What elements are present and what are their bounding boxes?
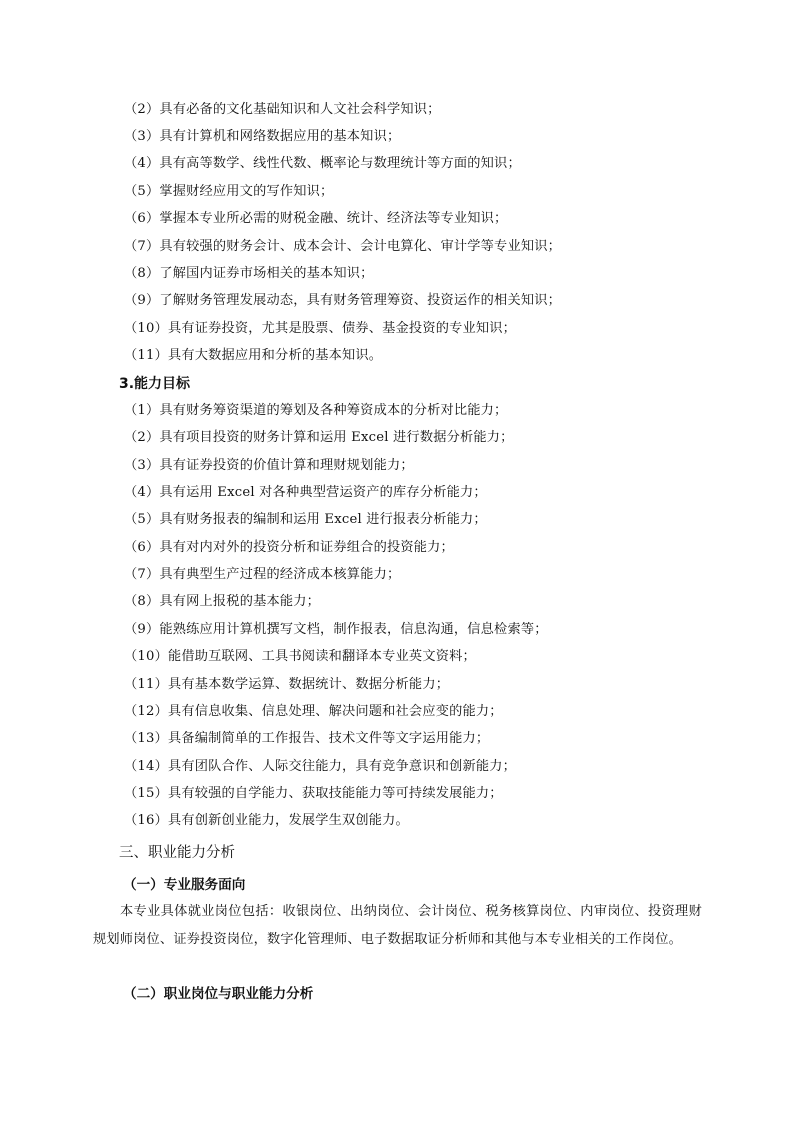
ability-item-8: （8）具有网上报税的基本能力； bbox=[124, 594, 321, 609]
ability-item-11: （11）具有基本数学运算、数据统计、数据分析能力； bbox=[124, 677, 450, 692]
knowledge-item-4: （4）具有高等数学、线性代数、概率论与数理统计等方面的知识； bbox=[124, 156, 521, 171]
ability-item-3: （3）具有证券投资的价值计算和理财规划能力； bbox=[124, 458, 414, 473]
knowledge-item-6: （6）掌握本专业所必需的财税金融、统计、经济法等专业知识； bbox=[124, 211, 508, 226]
ability-item-5: （5）具有财务报表的编制和运用 Excel 进行报表分析能力； bbox=[124, 512, 487, 527]
knowledge-item-3: （3）具有计算机和网络数据应用的基本知识； bbox=[124, 129, 401, 144]
ability-heading: 3.能力目标 bbox=[119, 376, 191, 392]
knowledge-item-11: （11）具有大数据应用和分析的基本知识。 bbox=[124, 348, 383, 363]
section-title-career-ability-analysis: 三、职业能力分析 bbox=[119, 845, 235, 861]
ability-item-2: （2）具有项目投资的财务计算和运用 Excel 进行数据分析能力； bbox=[124, 430, 514, 445]
ability-item-9: （9）能熟练应用计算机撰写文档，制作报表，信息沟通，信息检索等； bbox=[124, 622, 548, 637]
ability-item-6: （6）具有对内对外的投资分析和证券组合的投资能力； bbox=[124, 540, 454, 555]
knowledge-item-9: （9）了解财务管理发展动态，具有财务管理筹资、投资运作的相关知识； bbox=[124, 293, 561, 308]
ability-item-15: （15）具有较强的自学能力、获取技能能力等可持续发展能力； bbox=[124, 786, 503, 801]
subsection-title-positions-and-abilities: （二）职业岗位与职业能力分析 bbox=[123, 986, 314, 1002]
knowledge-item-10: （10）具有证券投资，尤其是股票、债券、基金投资的专业知识； bbox=[124, 321, 517, 336]
service-orientation-paragraph: 本专业具体就业岗位包括：收银岗位、出纳岗位、会计岗位、税务核算岗位、内审岗位、投资理财规划师岗位、证券投资岗位，数字化管理师、电子数据取证分析师和其他与本专业相关的工作岗位。 bbox=[93, 904, 702, 947]
ability-item-1: （1）具有财务筹资渠道的筹划及各种筹资成本的分析对比能力； bbox=[124, 403, 508, 418]
knowledge-item-8: （8）了解国内证券市场相关的基本知识； bbox=[124, 266, 374, 281]
ability-item-7: （7）具有典型生产过程的经济成本核算能力； bbox=[124, 567, 401, 582]
knowledge-item-5: （5）掌握财经应用文的写作知识； bbox=[124, 184, 334, 199]
ability-item-12: （12）具有信息收集、信息处理、解决问题和社会应变的能力； bbox=[124, 704, 503, 719]
ability-item-10: （10）能借助互联网、工具书阅读和翻译本专业英文资料； bbox=[124, 649, 476, 664]
ability-item-4: （4）具有运用 Excel 对各种典型营运资产的库存分析能力； bbox=[124, 485, 487, 500]
ability-item-13: （13）具备编制简单的工作报告、技术文件等文字运用能力； bbox=[124, 731, 490, 746]
knowledge-item-7: （7）具有较强的财务会计、成本会计、会计电算化、审计学等专业知识； bbox=[124, 239, 561, 254]
subsection-title-service-orientation: （一）专业服务面向 bbox=[123, 877, 246, 893]
ability-item-14: （14）具有团队合作、人际交往能力，具有竞争意识和创新能力； bbox=[124, 759, 517, 774]
ability-item-16: （16）具有创新创业能力，发展学生双创能力。 bbox=[124, 813, 409, 828]
knowledge-item-2: （2）具有必备的文化基础知识和人文社会科学知识； bbox=[124, 102, 441, 117]
